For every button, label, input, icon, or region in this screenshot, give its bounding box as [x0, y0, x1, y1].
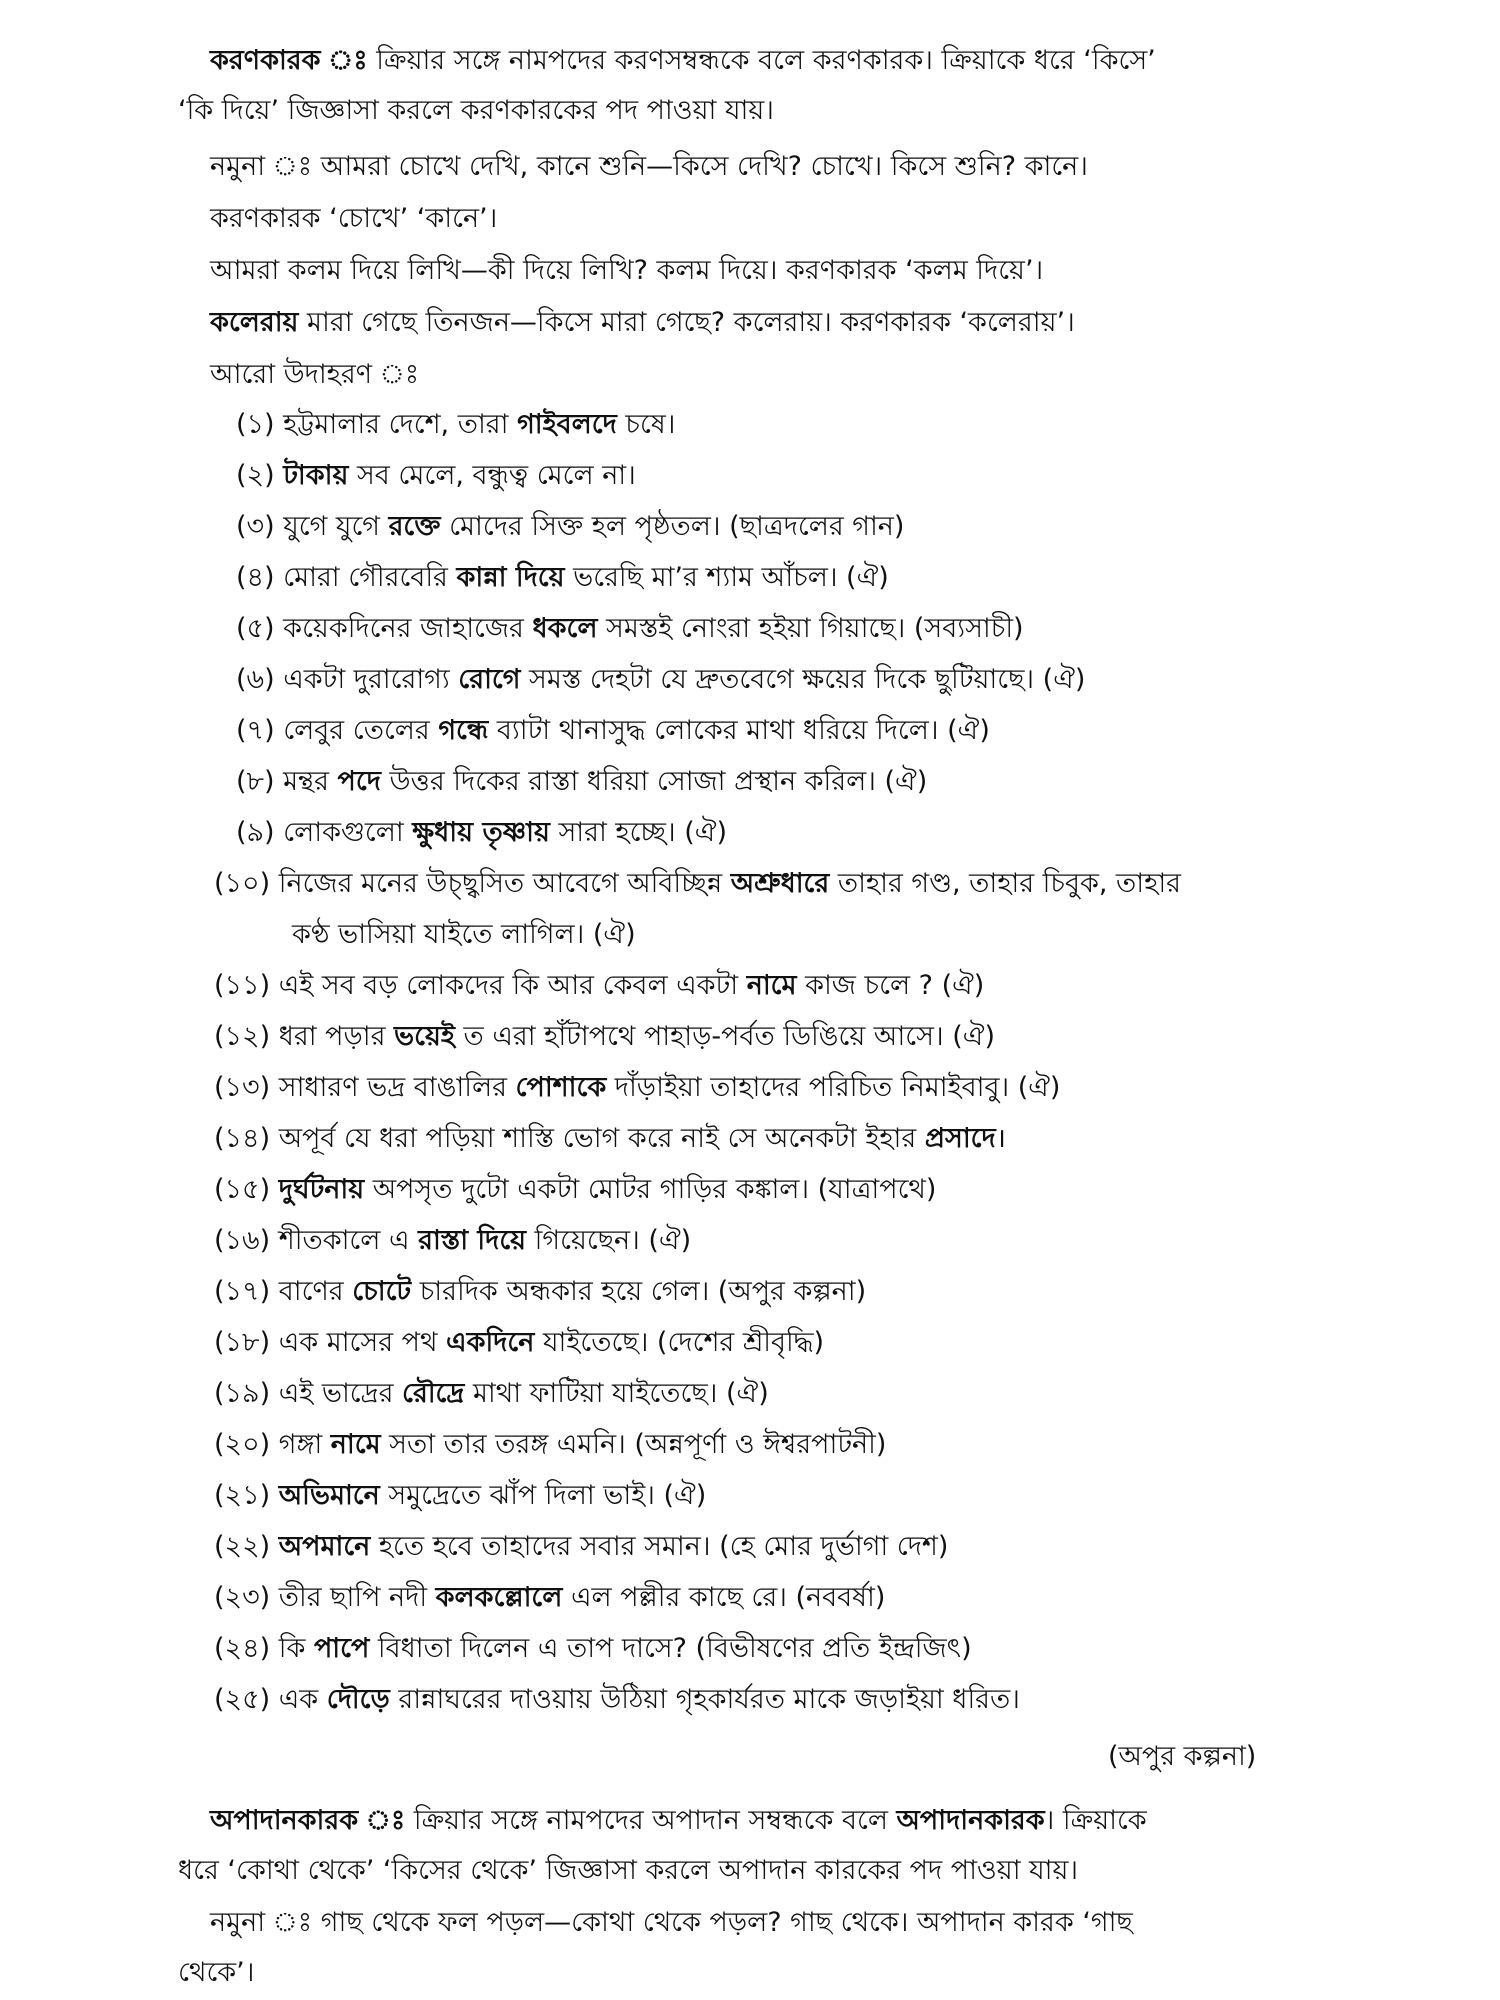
example-text: মাথা ফাটিয়া যাইতেছে। (ঐ) — [464, 1378, 769, 1409]
example-item — [236, 712, 990, 750]
example-item — [214, 1477, 706, 1515]
example-text: কয়েকদিনের জাহাজের — [274, 613, 533, 644]
example-item — [214, 1375, 769, 1413]
example-text: গঙ্গা — [270, 1429, 331, 1460]
example-text: অপসৃত দুটো একটা মোটর গাড়ির কঙ্কাল। (যাত্রাপথে) — [364, 1174, 937, 1205]
example-text: এক — [270, 1684, 327, 1715]
example-number: (১৫) — [214, 1174, 271, 1205]
example-number: (৮) — [236, 766, 275, 797]
example-karak-word: টাকায় — [283, 460, 349, 491]
example-text: ধরা পড়ার — [270, 1021, 395, 1052]
apadan-sample-line-1: নমুনা ঃ গাছ থেকে ফল পড়ল—কোথা থেকে পড়ল? গাছ থেকে। অপাদান কারক ‘গাছ — [210, 1907, 1133, 1938]
karan-sample-line-3: আমরা কলম দিয়ে লিখি—কী দিয়ে লিখি? কলম দিয়ে। করণকারক ‘কলম দিয়ে’। — [210, 255, 1044, 286]
example-karak-word: গন্ধে — [438, 715, 489, 746]
example-continuation: কণ্ঠ ভাসিয়া যাইতে লাগিল। (ঐ) — [292, 919, 636, 950]
example-text: লেবুর তেলের — [274, 715, 439, 746]
example-karak-word: ক্ষুধায় তৃষ্ণায় — [412, 817, 550, 848]
example-source: (অপুর কল্পনা) — [1108, 1741, 1257, 1772]
example-text — [270, 1174, 279, 1205]
example-text: সমুদ্রেতে ঝাঁপ দিলা ভাই। (ঐ) — [379, 1480, 707, 1511]
example-karak-word: রাস্তা দিয়ে — [418, 1225, 527, 1256]
example-number: (২৪) — [214, 1633, 271, 1664]
example-karak-word: পদে — [337, 766, 381, 797]
example-item — [236, 559, 889, 597]
example-text: কি — [270, 1633, 314, 1664]
karan-sample-line-1: নমুনা ঃ আমরা চোখে দেখি, কানে শুনি—কিসে দেখি? চোখে। কিসে শুনি? কানে। — [210, 151, 1088, 182]
example-text: হট্টমালার দেশে, তারা — [274, 409, 518, 440]
apadan-sample-line-2: থেকে’। — [178, 1957, 255, 1988]
example-number: (২৩) — [214, 1582, 271, 1613]
example-karak-word: নামে — [746, 970, 797, 1001]
example-number: (১৭) — [214, 1276, 271, 1307]
example-number: (২২) — [214, 1531, 271, 1562]
apadan-heading: অপাদানকারক ঃ — [210, 1805, 406, 1836]
example-text: । — [995, 1123, 1006, 1154]
example-karak-word: প্রসাদে — [924, 1123, 996, 1154]
more-examples-heading: আরো উদাহরণ ঃ — [210, 359, 420, 390]
karan-definition-text: ক্রিয়ার সঙ্গে নামপদের করণসম্বন্ধকে বলে করণকারক। ক্রিয়াকে ধরে ‘কিসে’ — [367, 45, 1156, 76]
example-number: (১২) — [214, 1021, 271, 1052]
example-text: মন্থর — [274, 766, 338, 797]
example-text: তীর ছাপি নদী — [270, 1582, 436, 1613]
example-text: তাহার গণ্ড, তাহার চিবুক, তাহার — [829, 868, 1182, 899]
example-text: সাধারণ ভদ্র বাঙালির — [270, 1072, 516, 1103]
example-text — [270, 1480, 279, 1511]
example-text: বিধাতা দিলেন এ তাপ দাসে? (বিভীষণের প্রতি ইন্দ্রজিৎ) — [369, 1633, 972, 1664]
example-text: উত্তর দিকের রাস্তা ধরিয়া সোজা প্রস্থান করিল। (ঐ) — [380, 766, 928, 797]
example-karak-word: দুর্ঘটনায় — [278, 1174, 365, 1205]
example-karak-word: একদিনে — [446, 1327, 535, 1358]
example-item — [214, 1222, 691, 1260]
example-item — [214, 1324, 824, 1362]
example-karak-word: দৌড়ে — [326, 1684, 390, 1715]
example-text: চারদিক অন্ধকার হয়ে গেল। (অপুর কল্পনা) — [411, 1276, 867, 1307]
example-text: কাজ চলে ? (ঐ) — [796, 970, 985, 1001]
example-text — [270, 1531, 279, 1562]
example-item — [214, 1579, 885, 1617]
example-karak-word: পোশাকে — [515, 1072, 607, 1103]
example-karak-word: অভিমানে — [278, 1480, 380, 1511]
example-number: (১) — [236, 409, 275, 440]
example-item — [236, 814, 727, 852]
example-item — [214, 1018, 995, 1056]
example-karak-word: অশ্রুধারে — [730, 868, 830, 899]
example-number: (১৮) — [214, 1327, 271, 1358]
example-item — [214, 865, 1181, 903]
example-number: (২১) — [214, 1480, 271, 1511]
example-item — [236, 406, 675, 444]
example-number: (৭) — [236, 715, 275, 746]
example-item — [214, 1273, 866, 1311]
example-text: একটা দুরারোগ্য — [274, 664, 459, 695]
apadan-definition-line-2: ধরে ‘কোথা থেকে’ ‘কিসের থেকে’ জিজ্ঞাসা করলে অপাদান কারকের পদ পাওয়া যায়। — [178, 1855, 1079, 1886]
example-number: (৫) — [236, 613, 275, 644]
example-number: (১৬) — [214, 1225, 271, 1256]
example-karak-word: ধকলে — [532, 613, 598, 644]
karan-definition-line-1 — [210, 42, 1156, 80]
example-text: সতা তার তরঙ্গ এমনি। (অন্নপূর্ণা ও ঈশ্বরপাটনী) — [380, 1429, 887, 1460]
example-item — [236, 457, 636, 495]
example-text: রান্নাঘরের দাওয়ায় উঠিয়া গৃহকার্যরত মাকে জড়াইয়া ধরিত। — [389, 1684, 1020, 1715]
example-karak-word: কলকল্লোলে — [435, 1582, 563, 1613]
example-text — [275, 460, 284, 491]
example-number: (১৪) — [214, 1123, 271, 1154]
karan-definition-line-2: ‘কি দিয়ে’ জিজ্ঞাসা করলে করণকারকের পদ পাওয়া যায়। — [178, 95, 774, 126]
example-item — [214, 1171, 936, 1209]
example-item — [236, 661, 1085, 699]
example-text: শীতকালে এ — [270, 1225, 419, 1256]
example-karak-word: ভয়েই — [394, 1021, 455, 1052]
apadan-term: অপাদানকারক — [896, 1805, 1045, 1836]
example-text: সব মেলে, বন্ধুত্ব মেলে না। — [348, 460, 636, 491]
example-text: সারা হচ্ছে। (ঐ) — [549, 817, 728, 848]
example-text: গিয়েছেন। (ঐ) — [526, 1225, 692, 1256]
karan-sample-line-4 — [210, 304, 1075, 342]
example-text: ব্যাটা থানাসুদ্ধ লোকের মাথা ধরিয়ে দিলে। (ঐ) — [488, 715, 990, 746]
example-text: ভরেছি মা’র শ্যাম আঁচল। (ঐ) — [564, 562, 889, 593]
example-number: (১৩) — [214, 1072, 271, 1103]
example-item — [236, 763, 927, 801]
example-karak-word: রৌদ্রে — [402, 1378, 465, 1409]
example-karak-word: চোটে — [352, 1276, 412, 1307]
example-text: সমস্ত দেহটা যে দ্রুতবেগে ক্ষয়ের দিকে ছুটিয়াছে। (ঐ) — [520, 664, 1086, 695]
example-text: বাণের — [270, 1276, 353, 1307]
karan-heading: করণকারক ঃ — [210, 45, 368, 76]
example-number: (১৯) — [214, 1378, 271, 1409]
example-karak-word: কান্না দিয়ে — [456, 562, 565, 593]
example-karak-word: গাইবলদে — [517, 409, 617, 440]
example-item — [214, 1681, 1020, 1719]
example-text: এল পল্লীর কাছে রে। (নববর্ষা) — [562, 1582, 886, 1613]
example-number: (৪) — [236, 562, 275, 593]
example-number: (৩) — [236, 511, 275, 542]
example-item — [214, 967, 984, 1005]
example-text: মোরা গৌরবেরি — [274, 562, 457, 593]
karan-sample-rest: মারা গেছে তিনজন—কিসে মারা গেছে? কলেরায়। করণকারক ‘কলেরায়’। — [298, 307, 1075, 338]
example-karak-word: রোগে — [458, 664, 521, 695]
example-text: সমস্তই নোংরা হইয়া গিয়াছে। (সব্যসাচী) — [597, 613, 1024, 644]
example-number: (৬) — [236, 664, 275, 695]
example-item — [214, 1426, 886, 1464]
example-karak-word: নামে — [330, 1429, 381, 1460]
apadan-text-b: । ক্রিয়াকে — [1044, 1805, 1147, 1836]
example-number: (২৫) — [214, 1684, 271, 1715]
example-text: লোকগুলো — [274, 817, 413, 848]
example-text: যাইতেছে। (দেশের শ্রীবৃদ্ধি) — [534, 1327, 825, 1358]
example-number: (১১) — [214, 970, 271, 1001]
example-text: অপূর্ব যে ধরা পড়িয়া শাস্তি ভোগ করে নাই সে অনেকটা ইহার — [270, 1123, 925, 1154]
example-text: এই ভাদ্রের — [270, 1378, 403, 1409]
example-text: ত এরা হাঁটাপথে পাহাড়-পর্বত ডিঙিয়ে আসে। (ঐ) — [454, 1021, 995, 1052]
karan-sample-line-2: করণকারক ‘চোখে’ ‘কানে’। — [210, 203, 498, 234]
example-item — [214, 1069, 1060, 1107]
example-number: (২০) — [214, 1429, 271, 1460]
example-text: এক মাসের পথ — [270, 1327, 447, 1358]
example-number: (৯) — [236, 817, 275, 848]
apadan-text-a: ক্রিয়ার সঙ্গে নামপদের অপাদান সম্বন্ধকে বলে — [405, 1805, 897, 1836]
example-karak-word: অপমানে — [278, 1531, 371, 1562]
example-text: এই সব বড় লোকদের কি আর কেবল একটা — [270, 970, 747, 1001]
example-item — [214, 1630, 972, 1668]
apadan-definition-line-1 — [210, 1802, 1147, 1840]
example-text: চষে। — [616, 409, 676, 440]
example-number: (১০) — [214, 868, 271, 899]
example-item — [236, 508, 904, 546]
example-karak-word: রক্তে — [388, 511, 441, 542]
example-text: হতে হবে তাহাদের সবার সমান। (হে মোর দুর্ভাগা দেশ) — [370, 1531, 949, 1562]
example-text: নিজের মনের উচ্ছ্বসিত আবেগে অবিচ্ছিন্ন — [270, 868, 731, 899]
example-item — [214, 1120, 1006, 1158]
example-item — [214, 1528, 948, 1566]
karan-sample-bold: কলেরায় — [210, 307, 299, 338]
example-text: দাঁড়াইয়া তাহাদের পরিচিত নিমাইবাবু। (ঐ) — [606, 1072, 1061, 1103]
example-text: মোদের সিক্ত হল পৃষ্ঠতল। (ছাত্রদলের গান) — [440, 511, 905, 542]
example-number: (২) — [236, 460, 275, 491]
example-karak-word: পাপে — [313, 1633, 370, 1664]
example-item — [236, 610, 1024, 648]
example-text: যুগে যুগে — [274, 511, 389, 542]
